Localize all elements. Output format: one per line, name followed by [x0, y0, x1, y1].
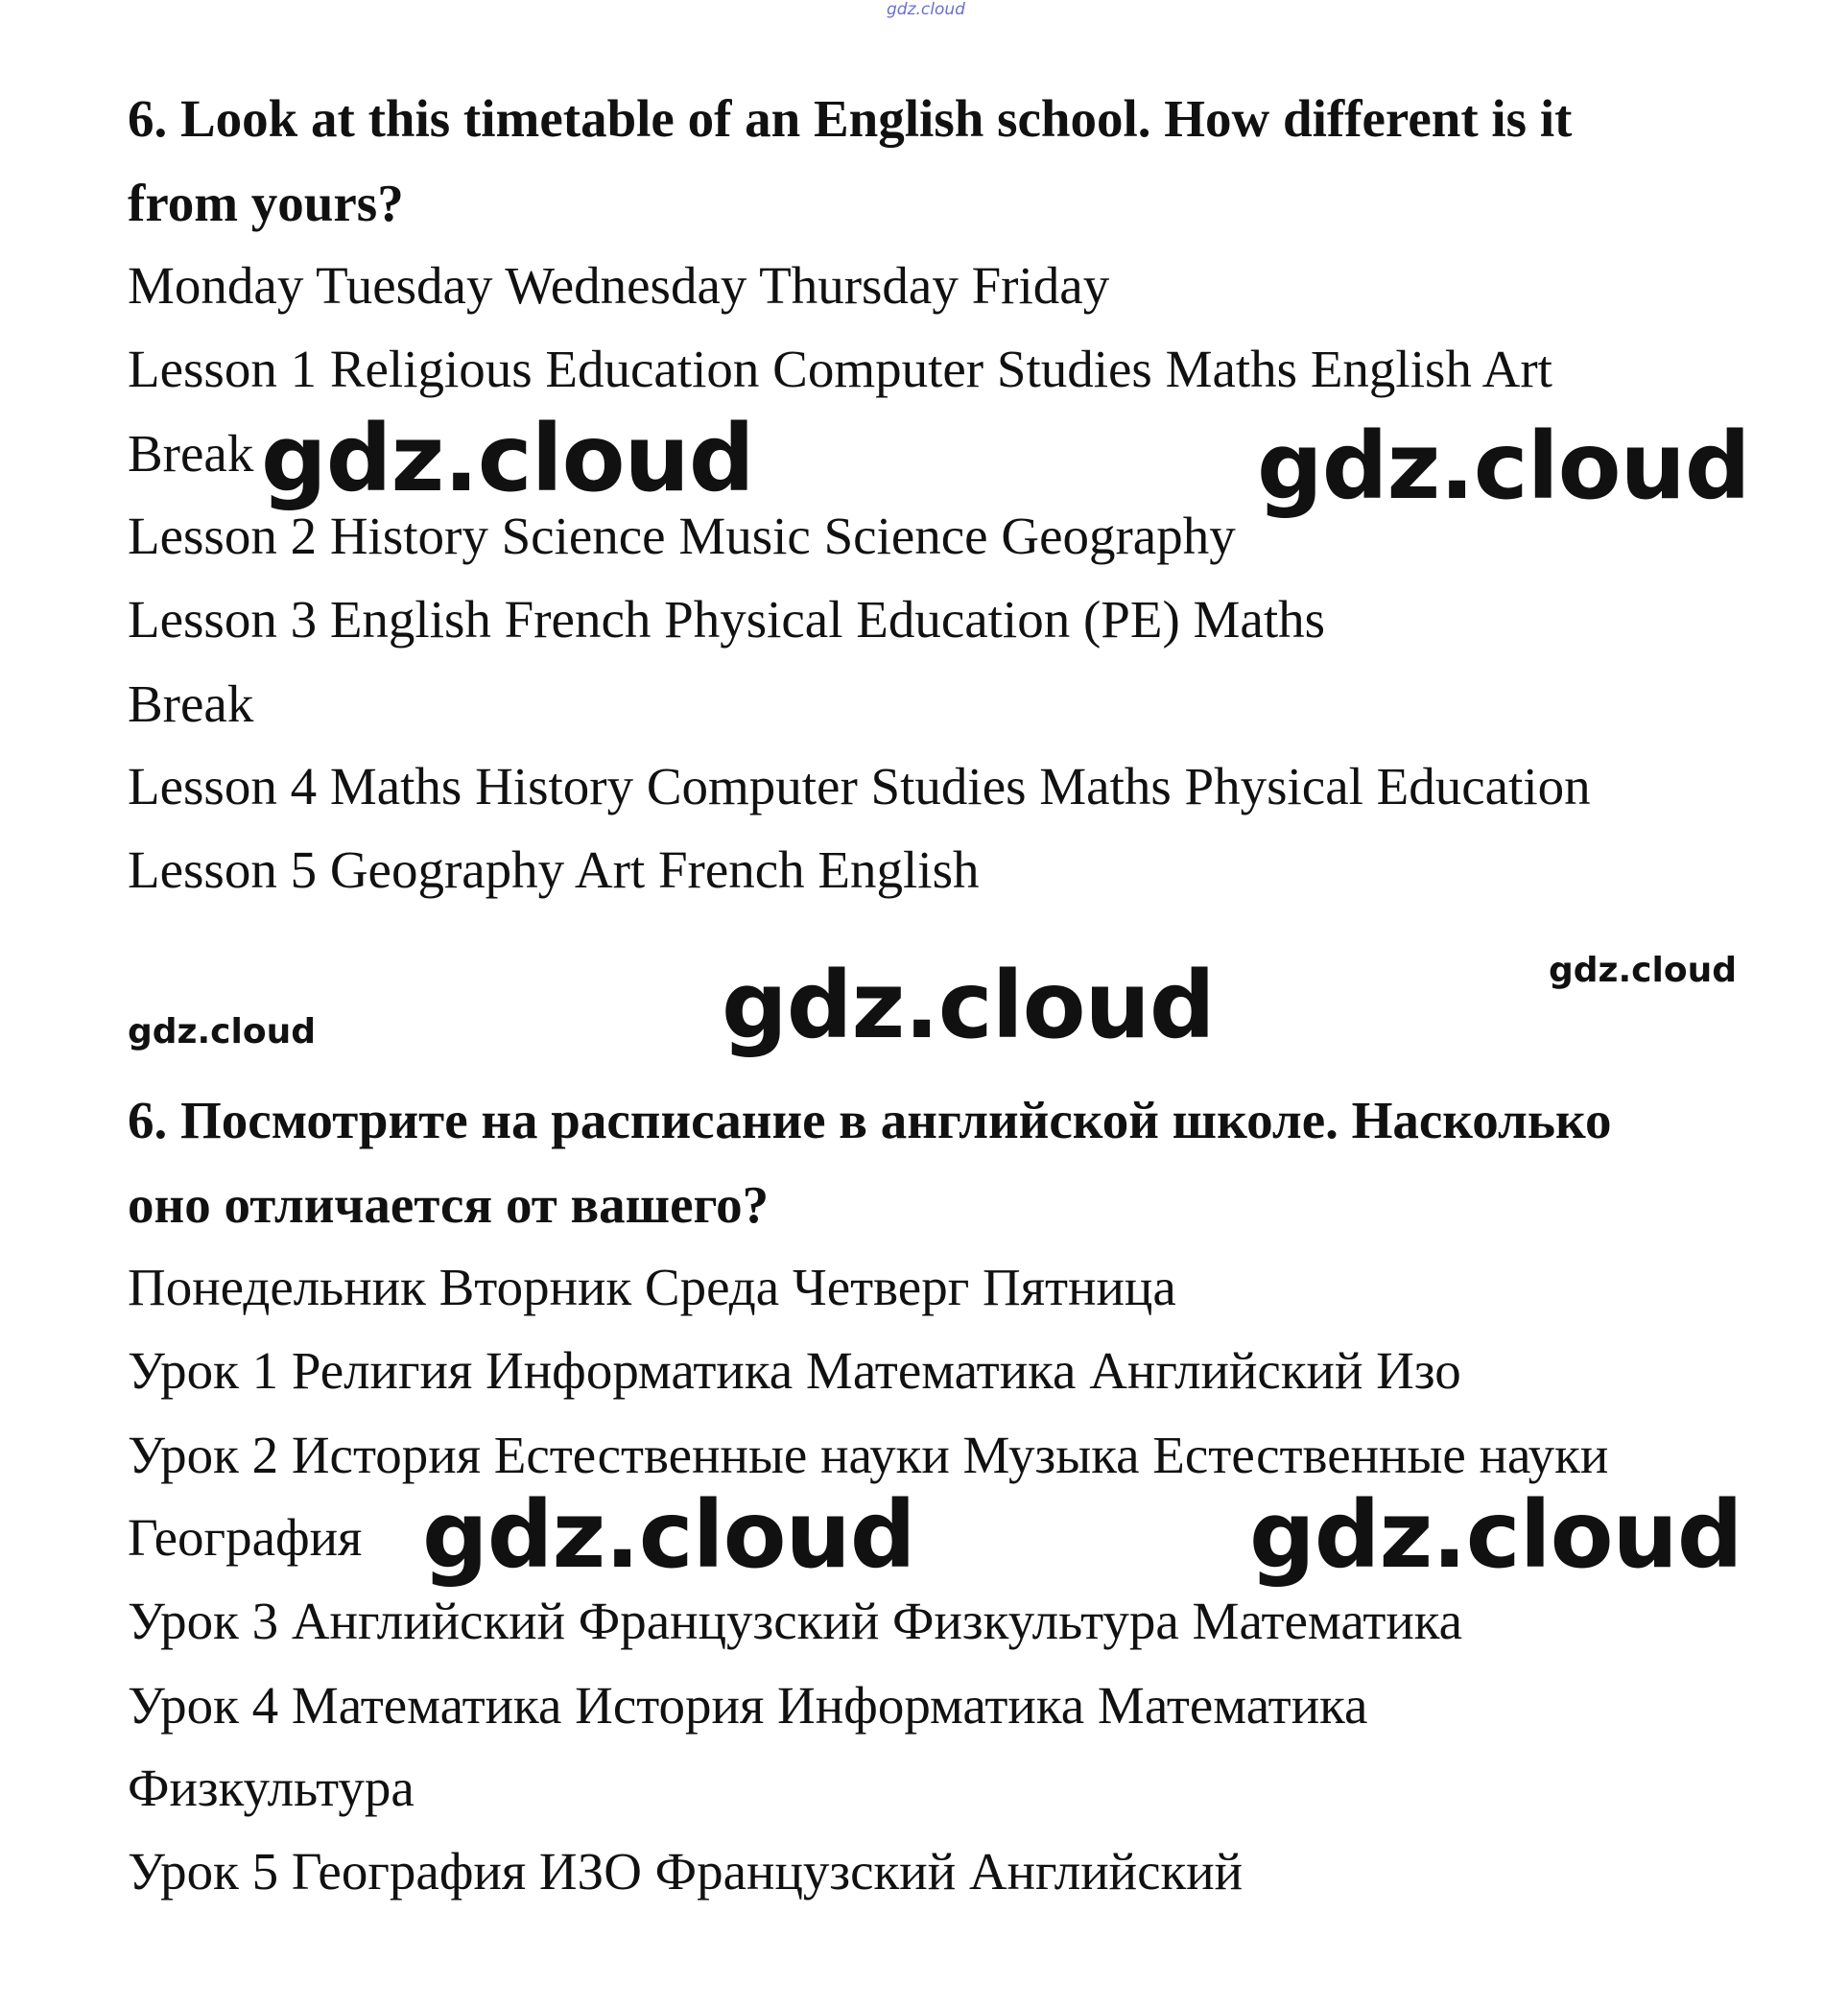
english-heading-line1: 6. Look at this timetable of an English school. How different is it [128, 89, 1573, 148]
russian-lesson4-line1: Урок 4 Математика История Информатика Математика [128, 1676, 1368, 1735]
watermark-large: gdz.cloud [1249, 1481, 1742, 1589]
english-lesson4: Lesson 4 Maths History Computer Studies Maths Physical Education [128, 757, 1591, 815]
russian-lesson1: Урок 1 Религия Информатика Математика Английский Изо [128, 1341, 1461, 1400]
russian-lesson4-line2: Физкультура [128, 1759, 415, 1817]
russian-lesson2-line2: География [128, 1508, 363, 1567]
russian-heading-line1: 6. Посмотрите на расписание в английской школе. Насколько [128, 1091, 1612, 1149]
russian-lesson5: Урок 5 География ИЗО Французский Английский [128, 1842, 1244, 1901]
watermark-top-small: gdz.cloud [887, 0, 965, 19]
russian-heading-line2: оно отличается от вашего? [128, 1175, 770, 1234]
watermark-small: gdz.cloud [128, 1012, 316, 1051]
watermark-large: gdz.cloud [1257, 413, 1750, 520]
watermark-small: gdz.cloud [1549, 951, 1737, 990]
russian-lesson3: Урок 3 Английский Французский Физкультура Математика [128, 1592, 1463, 1650]
watermark-large: gdz.cloud [261, 405, 754, 512]
watermark-large: gdz.cloud [422, 1481, 915, 1589]
english-days: Monday Tuesday Wednesday Thursday Friday [128, 256, 1110, 315]
english-lesson3: Lesson 3 English French Physical Education (PE) Maths [128, 590, 1326, 649]
english-lesson5: Lesson 5 Geography Art French English [128, 840, 980, 899]
russian-days: Понедельник Вторник Среда Четверг Пятница [128, 1258, 1176, 1316]
english-break2: Break [128, 674, 254, 733]
english-heading-line2: from yours? [128, 174, 404, 232]
english-lesson1: Lesson 1 Religious Education Computer Studies Maths English Art [128, 340, 1552, 398]
english-break1: Break [128, 424, 254, 483]
watermark-large: gdz.cloud [722, 952, 1215, 1059]
english-lesson2: Lesson 2 History Science Music Science Geography [128, 507, 1236, 565]
russian-lesson2-line1: Урок 2 История Естественные науки Музыка Естественные науки [128, 1426, 1609, 1484]
